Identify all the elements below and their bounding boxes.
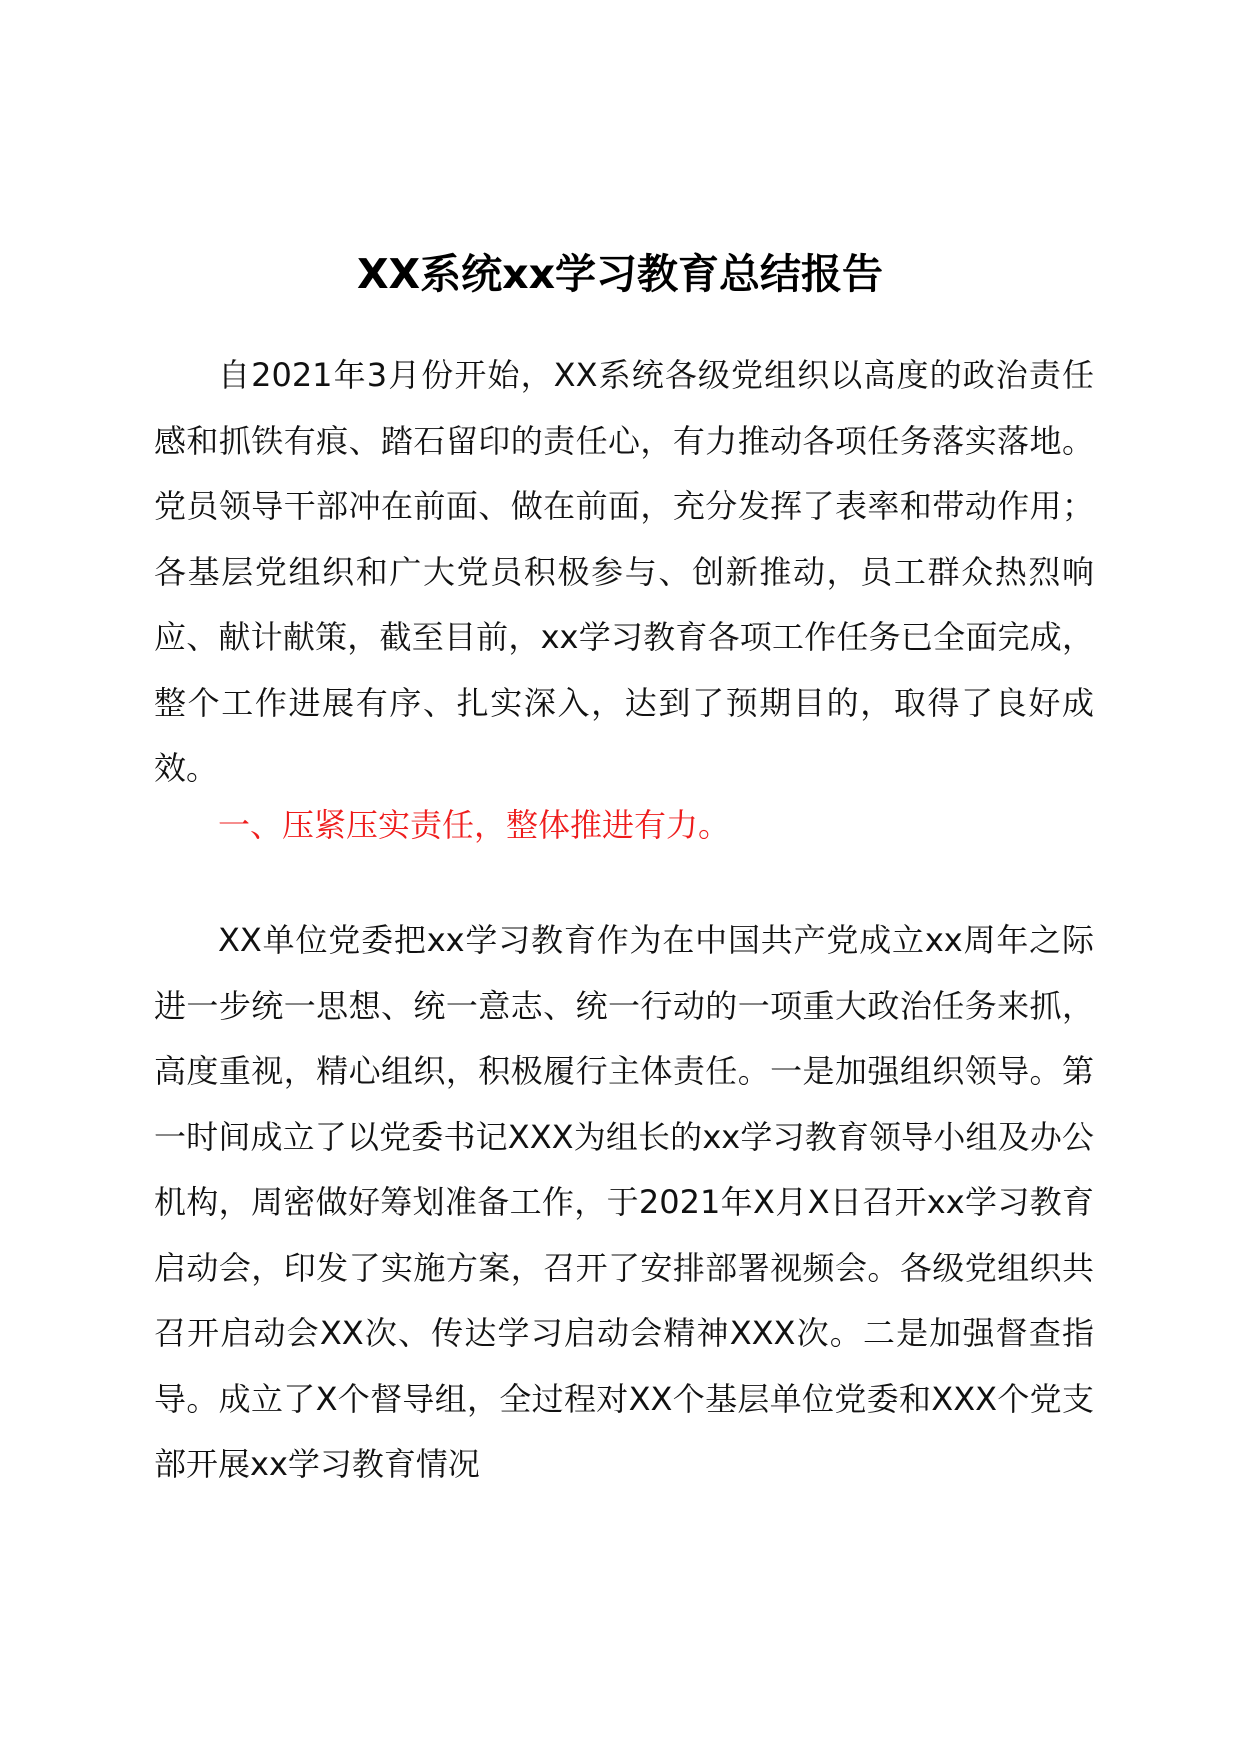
section-paragraph: XX单位党委把xx学习教育作为在中国共产党成立xx周年之际进一步统一思想、统一意志、统一行动的一项重大政治任务来抓，高度重视，精心组织，积极履行主体责任。一是加强组织领导。第一时间成立了以党委书记XXX为组长的xx学习教育领导小组及办公机构，周密做好筹划准备工作，于2021年X月X日召开xx学习教育启动会，印发了实施方案，召开了安排部署视频会。各级党组织共召开启动会XX次、传达学习启动会精神XXX次。二是加强督查指导。成立了X个督导组，全过程对XX个基层单位党委和XXX个党支部开展xx学习教育情况 bbox=[154, 921, 1094, 1483]
intro-paragraph: 自2021年3月份开始，XX系统各级党组织以高度的政治责任感和抓铁有痕、踏石留印的责任心，有力推动各项任务落实落地。党员领导干部冲在前面、做在前面，充分发挥了表率和带动作用；各基层党组织和广大党员积极参与、创新推动，员工群众热烈响应、献计献策，截至目前，xx学习教育各项工作任务已全面完成，整个工作进展有序、扎实深入，达到了预期目的，取得了良好成效。 bbox=[154, 356, 1094, 787]
document-title: XX系统xx学习教育总结报告 bbox=[356, 250, 884, 298]
section-heading: 一、压紧压实责任，整体推进有力。 bbox=[218, 806, 731, 844]
